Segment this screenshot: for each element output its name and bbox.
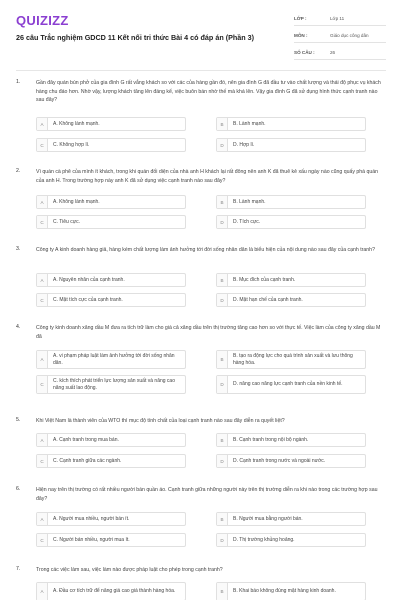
question-number: 5.: [16, 417, 21, 423]
option-c[interactable]: [36, 533, 186, 547]
option-d[interactable]: [216, 215, 366, 229]
option-text: A. Không lành mạnh.: [53, 198, 100, 205]
meta-value: Giáo dục công dân: [330, 33, 369, 38]
option-b[interactable]: [216, 273, 366, 287]
option-a[interactable]: [36, 512, 186, 526]
option-text: C. Mặt tích cực của cạnh tranh.: [53, 296, 123, 303]
header-divider: [16, 70, 386, 71]
option-text: D. Hợp lí.: [233, 141, 255, 148]
question-number: 7.: [16, 566, 21, 572]
option-letter: D: [217, 376, 228, 393]
option-b[interactable]: [216, 582, 366, 600]
option-letter: C: [37, 534, 48, 546]
option-letter: C: [37, 216, 48, 228]
option-text: B. Lành mạnh.: [233, 120, 266, 127]
question-text: Gần đây quán bún phở của gia đình G rất vắng khách so với các của hàng gần đó, nên gia đình G đã đầu tư vào chất lượng và thái độ phục vụ khách hàng chu đáo hơn. Nhờ vậy, lượng khách tăng lên đáng kể, việc buôn bán nhờ thế mà khá lên. Vậy gia đình G đã sử dụng hình thức cạnh tranh nào sau đây?: [36, 80, 381, 104]
question-text: Vì quán cà phê của mình ít khách, trong khi quán đối diện của nhà anh H khách lại rất đông nên anh K đã thuê kẻ xấu ngày nào cũng quấy phá quán của anh H. Trong trường hợp này anh K đã sử dụng việc cạnh tranh nào sau đây?: [36, 169, 379, 184]
option-text: A. Không lành mạnh.: [53, 120, 100, 127]
meta-row-class: [294, 12, 386, 26]
question-text: Trong các việc làm sau, việc làm nào được pháp luật cho phép trong cạnh tranh?: [36, 567, 223, 573]
option-letter: A: [37, 274, 48, 286]
question-text: Khi Việt Nam là thành viên của WTO thì mục độ tính chất của loại cạnh tranh nào sau đây diễn ra quyết liệt?: [36, 418, 285, 424]
option-letter: A: [37, 351, 48, 368]
option-b[interactable]: [216, 433, 366, 447]
option-letter: B: [217, 351, 228, 368]
option-text: B. Khai báo không đúng mặt hàng kinh doanh.: [233, 588, 336, 595]
question-number: 3.: [16, 246, 21, 252]
option-letter: C: [37, 455, 48, 467]
option-text: A. Nguyên nhân của cạnh tranh.: [53, 276, 125, 283]
option-text: D. Thị trường khủng hoảng.: [233, 536, 295, 543]
option-letter: B: [217, 118, 228, 130]
option-letter: D: [217, 216, 228, 228]
option-b[interactable]: [216, 195, 366, 209]
document-title: 26 câu Trắc nghiệm GDCD 11 Kết nối tri thức Bài 4 có đáp án (Phần 3): [16, 33, 255, 42]
option-letter: B: [217, 434, 228, 446]
option-letter: B: [217, 513, 228, 525]
option-d[interactable]: [216, 454, 366, 468]
option-text: C. kích thích phát triển lực lượng sản xuất và nâng cao năng suất lao động.: [53, 378, 175, 391]
option-letter: A: [37, 196, 48, 208]
option-a[interactable]: [36, 195, 186, 209]
option-c[interactable]: [36, 375, 186, 394]
option-letter: C: [37, 139, 48, 151]
option-text: C. Người bán nhiều, người mua ít.: [53, 536, 130, 543]
option-letter: D: [217, 294, 228, 306]
option-text: B. Người mua bằng người bán.: [233, 515, 303, 522]
option-letter: A: [37, 513, 48, 525]
option-letter: D: [217, 534, 228, 546]
meta-panel: [294, 12, 386, 63]
option-a[interactable]: [36, 273, 186, 287]
option-letter: B: [217, 196, 228, 208]
option-letter: B: [217, 583, 228, 600]
option-letter: C: [37, 294, 48, 306]
option-letter: A: [37, 434, 48, 446]
option-text: A. vi phạm pháp luật làm ảnh hưởng tới đời sống nhân dân.: [53, 353, 175, 366]
option-a[interactable]: [36, 433, 186, 447]
option-letter: D: [217, 455, 228, 467]
option-d[interactable]: [216, 375, 366, 394]
option-b[interactable]: [216, 117, 366, 131]
option-text: C. Không hợp lí.: [53, 141, 90, 148]
option-a[interactable]: [36, 582, 186, 600]
question-number: 1.: [16, 79, 21, 85]
option-letter: D: [217, 139, 228, 151]
option-letter: B: [217, 274, 228, 286]
option-text: A. Cạnh tranh trong mua bán.: [53, 436, 119, 443]
page-header: [0, 0, 400, 66]
option-d[interactable]: [216, 138, 366, 152]
option-text: D. Mặt hạn chế của cạnh tranh.: [233, 296, 303, 303]
option-letter: A: [37, 583, 48, 600]
meta-value: Lớp 11: [330, 16, 345, 21]
option-text: B. Cạnh tranh trong nội bộ ngành.: [233, 436, 309, 443]
option-text: D. nâng cao năng lực cạnh tranh của nền kinh tế.: [233, 381, 343, 388]
option-c[interactable]: [36, 293, 186, 307]
option-text: D. Cạnh tranh trong nước và ngoài nước.: [233, 457, 326, 464]
option-text: A. Người mua nhiều, người bán ít.: [53, 515, 130, 522]
meta-label: SỐ CÂU :: [294, 50, 315, 55]
option-letter: A: [37, 118, 48, 130]
question-number: 4.: [16, 324, 21, 330]
option-c[interactable]: [36, 138, 186, 152]
meta-label: LỚP :: [294, 16, 307, 21]
question-number: 2.: [16, 168, 21, 174]
quizizz-logo: QUIZIZZ: [16, 13, 69, 28]
option-d[interactable]: [216, 533, 366, 547]
option-a[interactable]: [36, 350, 186, 369]
option-text: B. Lành mạnh.: [233, 198, 266, 205]
option-c[interactable]: [36, 454, 186, 468]
question-text: Công ty A kinh doanh hàng giả, hàng kém chất lượng làm ảnh hưởng tới đời sống nhân dân là biểu hiện của nội dung nào sau đây của cạnh tranh?: [36, 247, 375, 253]
option-a[interactable]: [36, 117, 186, 131]
question-text: Công ty kinh doanh xăng dầu M đưa ra tích trữ làm cho giá cả xăng dầu trên thị trường tăng cao hơn so với thực tế. Việc làm của công ty xăng dầu M đã: [36, 325, 381, 340]
option-text: C. Tiêu cực.: [53, 218, 80, 225]
meta-row-subject: [294, 29, 386, 43]
meta-row-count: [294, 46, 386, 60]
option-text: D. Tích cực.: [233, 218, 261, 225]
option-d[interactable]: [216, 293, 366, 307]
meta-value: 26: [330, 50, 336, 55]
option-text: B. tạo ra động lực cho quá trình sản xuất và lưu thông hàng hóa.: [233, 353, 353, 366]
option-text: B. Mục đích của cạnh tranh.: [233, 276, 296, 283]
meta-label: MÔN :: [294, 33, 308, 38]
question-number: 6.: [16, 486, 21, 492]
option-b[interactable]: [216, 350, 366, 369]
option-letter: C: [37, 376, 48, 393]
option-text: C. Cạnh tranh giữa các ngành.: [53, 457, 122, 464]
option-text: A. Đầu cơ tích trữ để nâng giá cao giá thành hàng hóa.: [53, 588, 176, 595]
option-c[interactable]: [36, 215, 186, 229]
option-b[interactable]: [216, 512, 366, 526]
question-text: Hiện nay trên thị trường có rất nhiều người bán quần áo. Cạnh tranh giữa những người này trên thị trường diễn ra khi nào trong các trường hợp sau đây?: [36, 487, 378, 502]
